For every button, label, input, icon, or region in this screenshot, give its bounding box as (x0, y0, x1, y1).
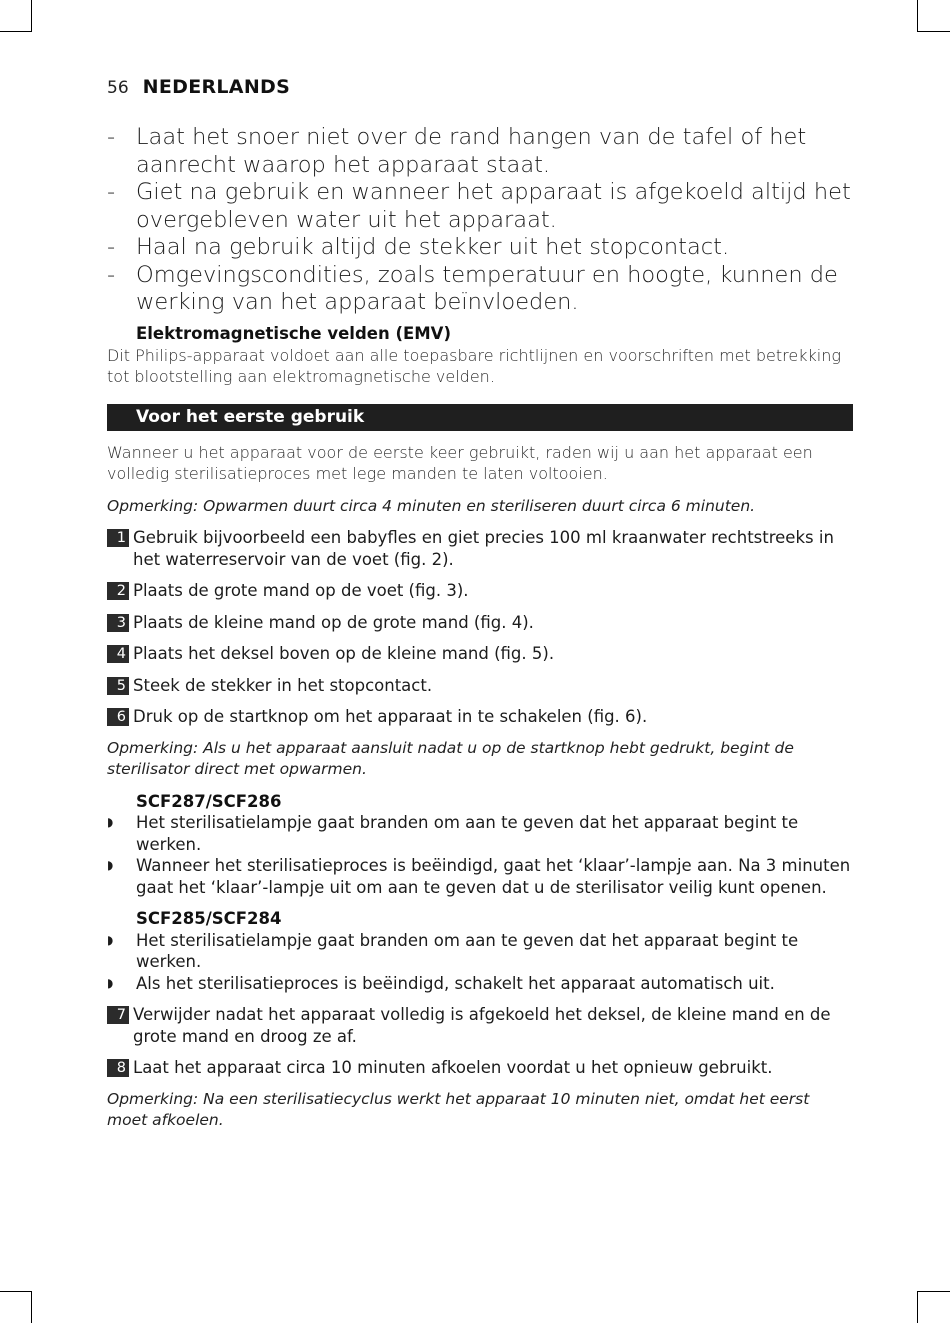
bullet-item: ◗ Wanneer het sterilisatieproces is beëindigd, gaat het ‘klaar’-lampje aan. Na 3 minuten gaat het ‘klaar’-lampje uit om aan te geven dat u de sterilisator veilig kunt openen. (107, 856, 851, 897)
list-item: - Omgevingscondities, zoals temperatuur en hoogte, kunnen de werking van het apparaat beïnvloeden. (107, 261, 838, 315)
bullet-icon: ◗ (107, 975, 114, 990)
page-language: NEDERLANDS (142, 76, 291, 98)
warnings-list (107, 124, 853, 317)
bullet-icon: ◗ (107, 815, 114, 829)
steps-list (107, 1004, 853, 1079)
note-heating: Opmerking: Opwarmen duurt circa 4 minuten en steriliseren duurt circa 6 minuten. (107, 496, 756, 515)
page-header (107, 76, 290, 98)
bullet-item: ◗ Het sterilisatielampje gaat branden om aan te geven dat het apparaat begint te werken. (107, 813, 799, 854)
step-number: 1 (107, 529, 129, 547)
step-item: 1 Gebruik bijvoorbeeld een babyfles en giet precies 100 ml kraanwater rechtstreeks in het waterreservoir van de voet (fig. 2). (107, 527, 853, 570)
steps-list (107, 527, 853, 728)
section-intro: Wanneer u het apparaat voor de eerste keer gebruikt, raden wij u aan het apparaat een volledig sterilisatieproces met lege manden te laten voltooien. (107, 442, 813, 483)
crop-mark (917, 1291, 918, 1323)
page-content (107, 124, 853, 1132)
step-item: 7 Verwijder nadat het apparaat volledig is afgekoeld het deksel, de kleine mand en de grote mand en droog ze af. (107, 1004, 853, 1047)
emv-text: Dit Philips-apparaat voldoet aan alle toepasbare richtlijnen en voorschriften met betrekking tot blootstelling aan elektromagnetische velden. (107, 345, 841, 386)
list-item: - Laat het snoer niet over de rand hangen van de tafel of het aanrecht waarop het apparaat staat. (107, 124, 807, 178)
step-item: 3 Plaats de kleine mand op de grote mand (fig. 4). (107, 612, 853, 634)
dash-marker: - (107, 234, 116, 260)
step-item: 2 Plaats de grote mand op de voet (fig. 3). (107, 580, 853, 602)
note-startup: Opmerking: Als u het apparaat aansluit nadat u op de startknop hebt gedrukt, begint de sterilisator direct met opwarmen. (107, 738, 794, 778)
step-item: 5 Steek de stekker in het stopcontact. (107, 675, 853, 697)
emv-heading: Elektromagnetische velden (EMV) (136, 323, 451, 343)
step-number: 5 (107, 677, 129, 695)
page-number: 56 (107, 78, 129, 98)
step-number: 8 (107, 1059, 129, 1077)
crop-mark (31, 1291, 32, 1323)
step-item: 4 Plaats het deksel boven op de kleine mand (fig. 5). (107, 643, 853, 665)
bullet-item: ◗ Het sterilisatielampje gaat branden om aan te geven dat het apparaat begint te werken. (107, 930, 799, 971)
step-number: 2 (107, 582, 129, 600)
dash-marker: - (107, 124, 116, 150)
crop-mark (0, 31, 32, 32)
step-item: 6 Druk op de startknop om het apparaat in te schakelen (fig. 6). (107, 706, 853, 728)
crop-mark (917, 1291, 950, 1292)
crop-mark (0, 1291, 32, 1292)
bullet-icon: ◗ (107, 858, 114, 872)
step-number: 4 (107, 645, 129, 663)
crop-mark (917, 0, 918, 32)
dash-marker: - (107, 179, 116, 205)
step-number: 6 (107, 708, 129, 726)
step-item: 8 Laat het apparaat circa 10 minuten afkoelen voordat u het opnieuw gebruikt. (107, 1057, 853, 1079)
list-item: - Haal na gebruik altijd de stekker uit het stopcontact. (107, 234, 730, 260)
section-title-bar: Voor het eerste gebruik (107, 404, 853, 431)
model-heading: SCF285/SCF284 (136, 909, 282, 928)
bullet-item: ◗ Als het sterilisatieproces is beëindigd, schakelt het apparaat automatisch uit. (107, 973, 775, 993)
bullet-icon: ◗ (107, 932, 114, 947)
dash-marker: - (107, 261, 116, 288)
crop-mark (31, 0, 32, 32)
step-number: 7 (107, 1006, 129, 1024)
step-number: 3 (107, 614, 129, 632)
model-heading: SCF287/SCF286 (136, 791, 282, 811)
list-item: - Giet na gebruik en wanneer het apparaat is afgekoeld altijd het overgebleven water uit het apparaat. (107, 179, 851, 233)
note-cooldown: Opmerking: Na een sterilisatiecyclus werkt het apparaat 10 minuten niet, omdat het eerst moet afkoelen. (107, 1089, 810, 1129)
crop-mark (917, 31, 950, 32)
